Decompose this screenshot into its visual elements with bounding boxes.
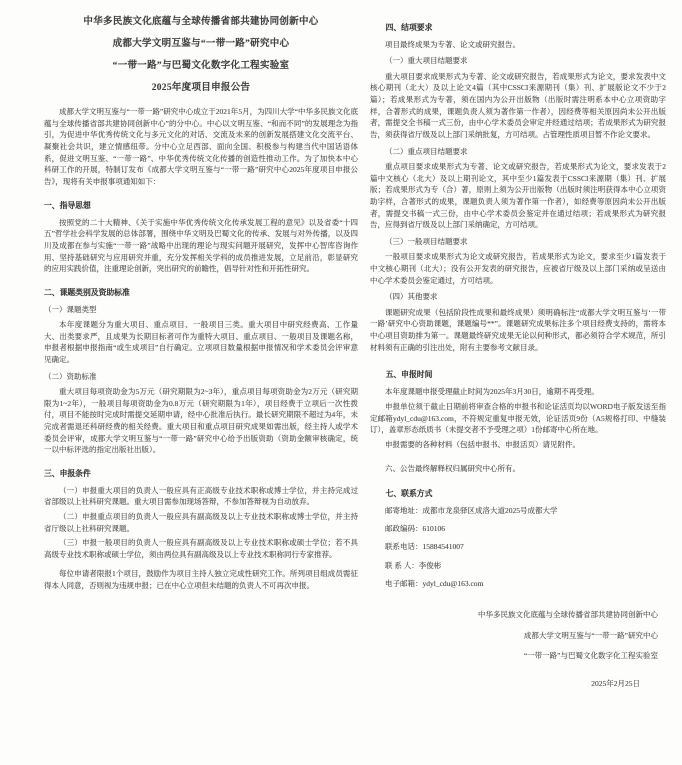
section-5-paragraph-2: 申报单位须于截止日期前将审查合格的申报书和论证活页均以WORD电子版发送至指定邮箱ydyl_cdu@163.com，不符规定重复申报无效，论证活页9份（A5规格打印、中缝装订），盖章形态纸质书（未提交者不予受理之项）1份邮寄中心所在地。: [370, 401, 666, 435]
title-line-2: 成都大学文明互鉴与“一带一路”研究中心: [112, 39, 290, 49]
section-4-paragraph-4: 课题研究成果（包括阶段性成果和最终成果）须明确标注“成都大学文明互鉴与‘一带一路’研究中心资助课题，课题编号**”。课题研究成果标注多个项目经费支持的，需将本中心项目资助排为第一。课题最终研究成果无论以何种形式，都必须符合学术规范，所引材料须有正确的引注出处，附有主要参考文献目录。: [370, 307, 666, 352]
title-line-3: “一带一路”与巴蜀文化数字化工程实验室: [112, 61, 290, 71]
section-3-heading: 三、申报条件: [44, 469, 91, 478]
title-line-4: 2025年度项目申报公告: [151, 83, 251, 93]
section-2-subheading-2: （二）资助标准: [44, 371, 97, 381]
section-2-paragraph-2: 重大项目每项资助金为5万元（研究期限为2~3年），重点项目每项资助金为2万元（研究期限为1~2年），一般项目每项资助金为0.8万元（研究期限为1年），项目经费于立项后一次性拨付，项目不能按时完成时需提交延期申请，经中心批准后执行。最长研究期限不超过为4年，未完成者需退还科研经费的相关经费。重大项目和重点项目研究成果如需出版，经主持人或学术委员会评审，成都大学文明互鉴与“一带一路”研究中心给予出版资助（资助金额审核确定，统一以中标评选的指定出版社出版）。: [44, 386, 358, 455]
signature-org-2: 成都大学文明互鉴与“一带一路”研究中心: [523, 630, 658, 640]
section-1-paragraph: 按照党的二十大精神、《关于实施中华优秀传统文化传承发展工程的意见》以及省委“十四五”哲学社会科学发展的总体部署，围绕中华文明及巴蜀文化的传承、发展与对外传播，以及四川及成都在参与实施“一带一路”战略中出现的理论与现实问题开展研究，发挥中心智库咨询作用、坚持基础研究与应用研究并重，充分发挥相关学科的成员推进发展，立足前沿，彰显研究的应用实践价值，注重理论创新，突出研究的前瞻性，倡导针对性和开拓性研究。: [44, 217, 358, 274]
section-2-paragraph-1: 本年度课题分为重大项目、重点项目、一般项目三类。重大项目中研究经费高、工作量大、出类要求严，且成果为长期目标者可作为重特大项目、重点项目、一般项目及课题名称，申报者根据申报指南“或生成项目”自行确定。立项项目数量根据申报情况和学术委员会评审意见确定。: [44, 319, 358, 364]
section-3-paragraph-1: （一）申报重大项目的负责人一般应具有正高级专业技术职称或博士学位，并主持完成过省部级以上社科研究课题。重大项目需参加现场答辩，不参加答辩视为自动放弃。: [44, 485, 358, 507]
section-4-subheading-2: （二）重点项目结题要求: [385, 146, 468, 156]
section-5-paragraph-1: 本年度课题申报受理截止时间为2025年3月30日，逾期不再受理。: [385, 387, 599, 397]
title-line-1: 中华多民族文化底蕴与全球传播省部共建协同创新中心: [83, 17, 319, 27]
section-7-heading: 七、联系方式: [385, 489, 433, 499]
left-column: [44, 10, 358, 755]
section-4-paragraph-2: 重点项目要求成果形式为专著、论文或研究报告，若成果形式为论文，要求发表于2篇中文核心（北大）及以上期刊论文，其中至少1篇发表于CSSCI来源期（集）刊、扩展版；若成果形式为专（合）著，原则上须为公开出版物（出版时须注明获得本中心立项资助字样，合著形式的成果，课题负责人须为著作第一作者），如经费等原因尚未公开出版者，需提交书稿一式三份，由中心学术委员会鉴定并在通过结项；若成果形式为研究报告，应得到省厅级及以上部门采纳确定，方可结项。: [370, 162, 666, 230]
right-column: [370, 10, 666, 755]
contact-phone: 联系电话：15884541007: [385, 542, 464, 552]
section-4-subheading-3: （三）一般项目结题要求: [385, 237, 468, 247]
section-2-subheading-1: （一）课题类型: [44, 304, 97, 314]
section-2-heading: 二、课题类别及资助标准: [44, 287, 130, 297]
section-3-paragraph-3: （三）申报一般项目的负责人一般应具有副高级及以上专业技术职称或硕士学位；若不具高级专业技术职称或硕士学位，须由两位具有副高级及以上专业技术职称同行专家推荐。: [44, 538, 358, 560]
section-6-line: 六、公告最终解释权归属研究中心所有。: [385, 463, 520, 473]
contact-email: 电子邮箱：ydyl_cdu@163.com: [385, 578, 484, 588]
contact-address: 邮寄地址：成都市龙泉驿区成洛大道2025号成都大学: [385, 505, 558, 515]
signature-block: [370, 611, 666, 689]
section-3-paragraph-2: （二）申报重点项目的负责人一般应具有副高级及以上专业技术职称或博士学位，并主持省厅级以上社科研究课题。: [44, 512, 358, 533]
section-5-paragraph-3: 申报需要的各种材料（包括申报书、申报活页）请见附件。: [385, 439, 580, 449]
section-1-heading: 一、指导思想: [44, 200, 91, 210]
section-4-intro: 项目最终成果为专著、论文或研究报告。: [385, 39, 520, 49]
contact-person: 联 系 人：李俊彬: [385, 560, 442, 570]
section-4-paragraph-1: 重大项目要求成果形式为专著、论文或研究报告，若成果形式为论文，要求发表中文核心期刊（北大）及以上论文4篇（其中CSSCI来源期刊（集）刊、扩展版论文不少于2篇）；若成果形式为专著，须在国内为公开出版物（出版时需注明系本中心立项资助字样，合著形式的成果，课题负责人须为著作第一作者），因经费等相关原因尚未公开出版者，需提交全书稿一式三份，由中心学术委员会审定并经通过结项；若成果形式为研究报告，须获得省厅级及以上部门采纳批复，方可结项。占管理性质项目暂不作论文要求。: [370, 71, 666, 140]
section-4-heading: 四、结项要求: [385, 23, 433, 32]
signature-date: 2025年2月25日: [591, 678, 640, 688]
contact-postcode: 邮政编码：610106: [385, 524, 445, 534]
intro-paragraph: 成都大学文明互鉴与“一带一路”研究中心成立于2021年5月，为四川大学“中华多民族文化底蕴与全球传播省部共建协同创新中心”的分中心。中心以文明互鉴、“和而不同”的发展理念为指引，为促进中华优秀传统文化与多元文化的对话、交流及未来的创新发展搭建文化交流平台、凝聚社会共识，建立情感纽带。分中心立足西部、面向全国、积极参与构建当代中国话语体系，促进文明互鉴、“一带一路”、中华优秀传统文化传播的创造性推动工作。为了加快本中心科研工作的开展，特制订发布《成都大学文明互鉴与“一带一路”研究中心2025年度项目申报公告》，现将有关申报事项通知如下：: [44, 107, 358, 187]
section-5-heading: 五、申报时间: [385, 370, 433, 380]
document-title-block: [44, 18, 358, 94]
section-3-paragraph-4: 每位申请者限报1个项目，鼓励作为项目主持人独立完成性研究工作。所列项目组成员需征得本人同意，否则视为违规申报；已在中心立项但未结题的负责人不可再次申报。: [44, 568, 358, 590]
signature-org-1: 中华多民族文化底蕴与全球传播省部共建协同创新中心: [478, 610, 658, 620]
section-4-subheading-1: （一）重大项目结题要求: [385, 56, 468, 66]
section-4-paragraph-3: 一般项目要求成果形式为论文或研究报告，若成果形式为论文，要求至少1篇发表于中文核心期刊（北大）；没有公开发表的研究报告，应被省厅级及以上部门采纳或呈送由中心学术委员会鉴定通过，方可结项。: [370, 252, 666, 285]
signature-org-3: “一带一路”与巴蜀文化数字化工程实验室: [523, 651, 658, 661]
section-4-subheading-4: （四）其他要求: [385, 292, 438, 302]
